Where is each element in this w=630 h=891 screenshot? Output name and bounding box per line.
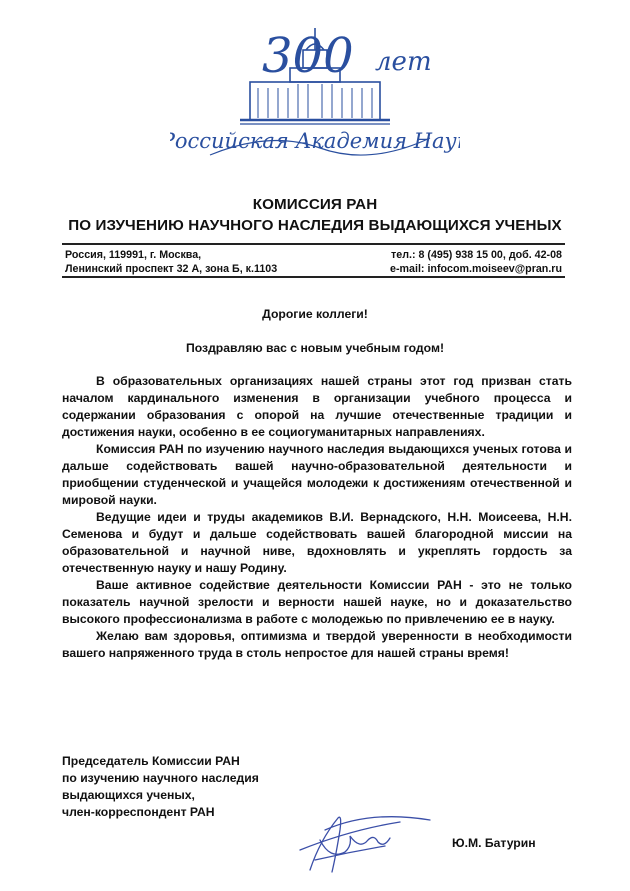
signatory-title-line: выдающихся ученых, (62, 788, 195, 802)
logo-number: 300 (262, 28, 354, 84)
signatory-title-line: член-корреспондент РАН (62, 805, 215, 819)
email-link[interactable]: e-mail: infocom.moiseev@pran.ru (390, 263, 562, 275)
letter-body (62, 373, 572, 662)
address-line-1: Россия, 119991, г. Москва, (65, 249, 202, 261)
logo-years: лет (375, 47, 432, 77)
paragraph: Желаю вам здоровья, оптимизма и твердой уверенности в необходимости вашего напряженного труда в столь непростое для нашей страны время! (62, 629, 572, 660)
contact-block (62, 243, 565, 278)
organization-title (0, 194, 630, 236)
paragraph: Ваше активное содействие деятельности Комиссии РАН - это не только показатель научной зрелости и верности нашей науке, но и доказательство высокого профессионализма в работе с молодежью по привлечению ее в науку. (62, 578, 572, 626)
signatory-title-line: Председатель Комиссии РАН (62, 754, 240, 768)
address-line-2: Ленинский проспект 32 А, зона Б, к.1103 (65, 263, 278, 275)
address (65, 248, 277, 276)
contacts (390, 248, 562, 276)
signatory-title-line: по изучению научного наследия (62, 771, 259, 785)
phone: тел.: 8 (495) 938 15 00, доб. 42-08 (391, 249, 562, 261)
congratulation: Поздравляю вас с новым учебным годом! (185, 341, 445, 355)
signatory-title (62, 753, 259, 821)
handwritten-signature (290, 800, 440, 880)
salutation: Дорогие коллеги! (262, 307, 368, 321)
org-title-line-2: ПО ИЗУЧЕНИЮ НАУЧНОГО НАСЛЕДИЯ ВЫДАЮЩИХСЯ УЧЕНЫХ (68, 217, 562, 234)
signatory-name: Ю.М. Батурин (452, 836, 536, 850)
paragraph: Ведущие идеи и труды академиков В.И. Вернадского, Н.Н. Моисеева, Н.Н. Семенова и будут и дальше содействовать вашей благородной миссии на образовательной и научной ниве, вдохновлять и укреплять гордость за отечественную науку и нашу Родину. (62, 510, 572, 575)
academy-building-icon (250, 82, 380, 120)
org-title-line-1: КОМИССИЯ РАН (252, 196, 378, 213)
ras-300-logo (170, 20, 460, 170)
paragraph: Комиссия РАН по изучению научного наследия выдающихся ученых готова и дальше содействовать вашей научно-образовательной деятельности и приобщении студенческой и учащейся молодежи к достижениям отечественной и мировой науки. (62, 442, 572, 507)
logo-caption: Российская Академия Наук (170, 129, 460, 153)
paragraph: В образовательных организациях нашей страны этот год призван стать началом кардинального изменения в организации учебного процесса и содержании образования с опорой на лучшие отечественные традиции и достижения науки, особенно в ее социогуманитарных направлениях. (62, 374, 572, 439)
